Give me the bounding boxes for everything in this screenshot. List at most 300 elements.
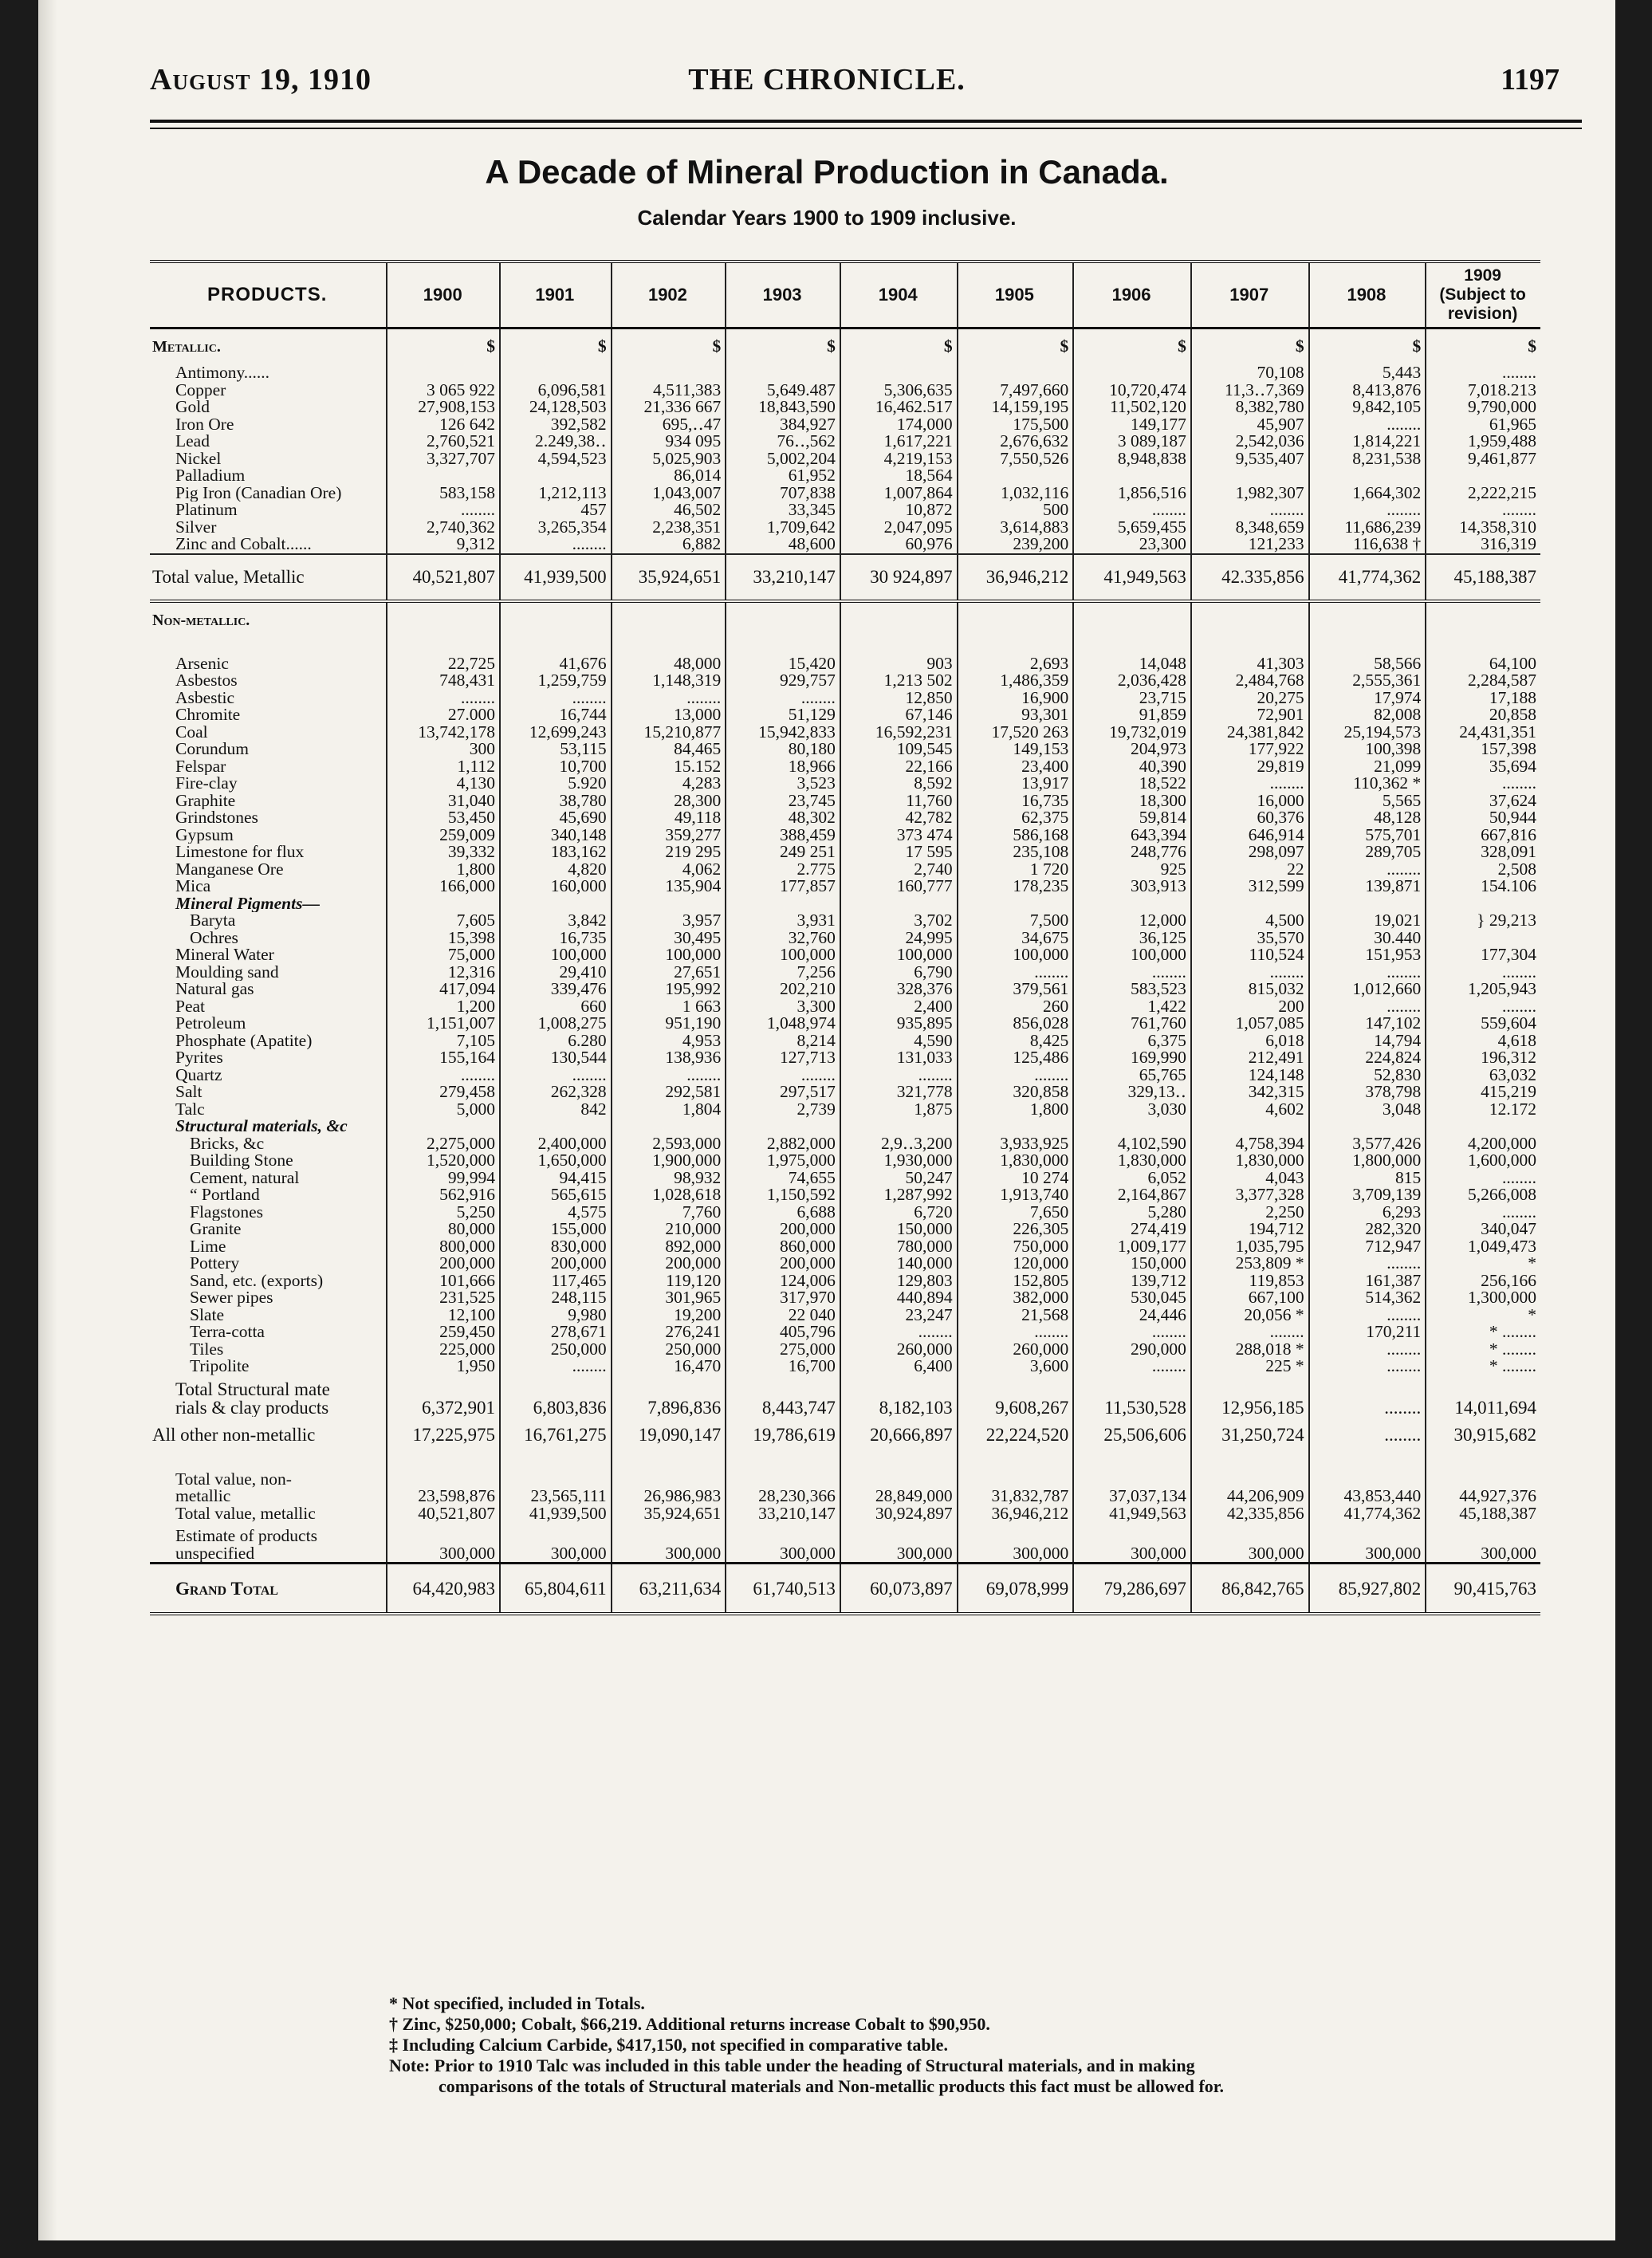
value-cell: 226,305 — [958, 1221, 1074, 1238]
value-cell: 76‥,562 — [726, 433, 840, 450]
value-cell: 174,000 — [840, 416, 958, 434]
value-cell: 1,049,473 — [1426, 1238, 1540, 1256]
column-header: 1903 — [726, 262, 840, 328]
product-label: Mineral Water — [175, 946, 274, 964]
value-cell — [500, 638, 612, 655]
value-cell: 5,659,455 — [1073, 519, 1191, 537]
product-label: Lime — [190, 1237, 226, 1255]
value-cell: 1,422 — [1073, 998, 1191, 1016]
value-cell: 183,162 — [500, 844, 612, 861]
value-cell — [958, 1118, 1074, 1135]
value-cell: 12,850 — [840, 690, 958, 707]
value-cell: 38,780 — [500, 793, 612, 810]
value-cell: 1,982,307 — [1191, 485, 1309, 502]
value-cell: * ........ — [1426, 1341, 1540, 1359]
value-cell: 11,760 — [840, 793, 958, 810]
value-cell: 33,345 — [726, 502, 840, 519]
subsection-row — [150, 1118, 1540, 1135]
total-cell: 31,832,787 — [958, 1471, 1074, 1505]
value-cell: 3,931 — [726, 912, 840, 930]
footnote: † Zinc, $250,000; Cobalt, $66,219. Additional returns increase Cobalt to $90,950. — [389, 2013, 990, 2034]
total-cell: 28,230,366 — [726, 1471, 840, 1505]
total-cell: 35,924,651 — [612, 554, 726, 601]
value-cell: 249 251 — [726, 844, 840, 861]
value-cell: 21,336 667 — [612, 399, 726, 416]
value-cell: 761,760 — [1073, 1015, 1191, 1033]
value-cell: 1 663 — [612, 998, 726, 1016]
value-cell: 3,933,925 — [958, 1135, 1074, 1153]
footnote: Note: Prior to 1910 Talc was included in this table under the heading of Structural materials, and in making — [389, 2055, 1195, 2075]
value-cell: 2,555,361 — [1309, 672, 1426, 690]
total-row — [150, 1417, 1540, 1454]
value-cell: 417,094 — [387, 981, 500, 998]
value-cell: ........ — [1426, 364, 1540, 382]
value-cell: 3,709,139 — [1309, 1186, 1426, 1204]
product-label: Peat — [175, 997, 206, 1015]
value-cell: 29,410 — [500, 964, 612, 981]
value-cell: 856,028 — [958, 1015, 1074, 1033]
value-cell: 1,028,618 — [612, 1186, 726, 1204]
value-cell: 3,300 — [726, 998, 840, 1016]
value-cell: 10,720,474 — [1073, 382, 1191, 399]
value-cell: 12,000 — [1073, 912, 1191, 930]
value-cell: 457 — [500, 502, 612, 519]
value-cell: 140,000 — [840, 1255, 958, 1273]
value-cell: 2,400,000 — [500, 1135, 612, 1153]
value-cell: 1,151,007 — [387, 1015, 500, 1033]
total-row — [150, 554, 1540, 601]
product-label: Limestone for flux — [175, 844, 305, 861]
value-cell: 1,009,177 — [1073, 1238, 1191, 1256]
value-cell: 2,284,587 — [1426, 672, 1540, 690]
column-header: 1909 (Subject to revision) — [1426, 262, 1540, 328]
product-label: Tiles — [190, 1340, 224, 1358]
value-cell: 259,450 — [387, 1324, 500, 1341]
value-cell: 19,732,019 — [1073, 724, 1191, 742]
value-cell: 64,100 — [1426, 655, 1540, 673]
value-cell — [1426, 1454, 1540, 1471]
value-cell: 16,700 — [726, 1358, 840, 1375]
value-cell: 1,112 — [387, 758, 500, 776]
value-cell — [387, 467, 500, 485]
value-cell: ........ — [1073, 964, 1191, 981]
value-cell: 125,486 — [958, 1049, 1074, 1067]
value-cell: 149,177 — [1073, 416, 1191, 434]
value-cell: 152,805 — [958, 1273, 1074, 1290]
grand-total-cell: 85,927,802 — [1309, 1564, 1426, 1615]
value-cell: ........ — [612, 1067, 726, 1084]
value-cell: 388,459 — [726, 827, 840, 844]
table-row — [150, 382, 1540, 399]
value-cell: ........ — [500, 1067, 612, 1084]
value-cell: 3,048 — [1309, 1101, 1426, 1119]
value-cell: 15,398 — [387, 930, 500, 947]
value-cell: ........ — [1073, 1358, 1191, 1375]
value-cell: 4,820 — [500, 861, 612, 879]
value-cell — [958, 1454, 1074, 1471]
value-cell: 2,740 — [840, 861, 958, 879]
table-row — [150, 1255, 1540, 1273]
value-cell: 316,319 — [1426, 536, 1540, 554]
value-cell: 925 — [1073, 861, 1191, 879]
value-cell: 259,009 — [387, 827, 500, 844]
value-cell: 3,842 — [500, 912, 612, 930]
dollar-sign: $ — [1073, 328, 1191, 365]
value-cell: 643,394 — [1073, 827, 1191, 844]
value-cell: 93,301 — [958, 706, 1074, 724]
value-cell: 231,525 — [387, 1289, 500, 1307]
product-label: Tripolite — [190, 1358, 250, 1375]
table-row — [150, 364, 1540, 382]
value-cell: 139,712 — [1073, 1273, 1191, 1290]
value-cell: ........ — [1426, 964, 1540, 981]
value-cell: 6,018 — [1191, 1033, 1309, 1050]
value-cell: 18,966 — [726, 758, 840, 776]
value-cell: 4,953 — [612, 1033, 726, 1050]
value-cell — [958, 601, 1074, 638]
value-cell: 9,790,000 — [1426, 399, 1540, 416]
total-cell: 42,335,856 — [1191, 1505, 1309, 1523]
product-label: All other non-metallic — [152, 1425, 316, 1445]
value-cell: 300,000 — [1426, 1522, 1540, 1564]
column-header: 1900 — [387, 262, 500, 328]
value-cell — [1191, 1454, 1309, 1471]
value-cell: 3,600 — [958, 1358, 1074, 1375]
product-label: Chromite — [175, 706, 241, 724]
table-row — [150, 827, 1540, 844]
value-cell: 1,800 — [958, 1101, 1074, 1119]
product-label: Total value, metallic — [175, 1505, 316, 1522]
value-cell: 382,000 — [958, 1289, 1074, 1307]
value-cell: 384,927 — [726, 416, 840, 434]
value-cell: ........ — [840, 1324, 958, 1341]
value-cell: 225 * — [1191, 1358, 1309, 1375]
value-cell: 200 — [1191, 998, 1309, 1016]
value-cell: 14,048 — [1073, 655, 1191, 673]
value-cell: 929,757 — [726, 672, 840, 690]
product-label: Copper — [175, 381, 226, 399]
value-cell: 1,856,516 — [1073, 485, 1191, 502]
value-cell: 224,824 — [1309, 1049, 1426, 1067]
value-cell: 300,000 — [387, 1522, 500, 1564]
value-cell: 842 — [500, 1101, 612, 1119]
value-cell: 23,715 — [1073, 690, 1191, 707]
value-cell: 340,148 — [500, 827, 612, 844]
value-cell: 157,398 — [1426, 741, 1540, 758]
dollar-sign: $ — [1191, 328, 1309, 365]
value-cell: 8,592 — [840, 775, 958, 793]
value-cell: 80,180 — [726, 741, 840, 758]
value-cell: 278,671 — [500, 1324, 612, 1341]
product-label: Quartz — [175, 1066, 222, 1084]
value-cell: 6,790 — [840, 964, 958, 981]
table-row — [150, 519, 1540, 537]
value-cell: 514,362 — [1309, 1289, 1426, 1307]
value-cell: 60,976 — [840, 536, 958, 554]
value-cell: 12,100 — [387, 1307, 500, 1324]
column-header: 1902 — [612, 262, 726, 328]
total-cell: 30,924,897 — [840, 1505, 958, 1523]
product-label: Mica — [175, 878, 211, 895]
column-header: 1904 — [840, 262, 958, 328]
column-header: 1905 — [958, 262, 1074, 328]
value-cell: 16,735 — [500, 930, 612, 947]
product-label: Pig Iron (Canadian Ore) — [175, 484, 342, 502]
value-cell: 34,675 — [958, 930, 1074, 947]
value-cell: ........ — [1309, 964, 1426, 981]
total-cell: 42.335,856 — [1191, 554, 1309, 601]
value-cell: * ........ — [1426, 1358, 1540, 1375]
section-row — [150, 601, 1540, 638]
value-cell: 138,936 — [612, 1049, 726, 1067]
value-cell — [387, 1118, 500, 1135]
product-label: Granite — [190, 1221, 242, 1238]
value-cell: 177,857 — [726, 878, 840, 895]
value-cell: 18,843,590 — [726, 399, 840, 416]
value-cell — [1191, 601, 1309, 638]
value-cell: 155,000 — [500, 1221, 612, 1238]
table-row — [150, 1204, 1540, 1221]
total-cell: 36,946,212 — [958, 554, 1074, 601]
value-cell: 24,128,503 — [500, 399, 612, 416]
value-cell: 1 720 — [958, 861, 1074, 879]
value-cell: ........ — [1426, 998, 1540, 1016]
table-row — [150, 655, 1540, 673]
value-cell: 30.440 — [1309, 930, 1426, 947]
table-row — [150, 724, 1540, 742]
product-label: Slate — [190, 1306, 224, 1324]
value-cell: 342,315 — [1191, 1084, 1309, 1101]
value-cell: 10,872 — [840, 502, 958, 519]
header-date: August 19, 1910 — [150, 63, 372, 96]
value-cell: 110,362 * — [1309, 775, 1426, 793]
value-cell: 3,265,354 — [500, 519, 612, 537]
table-row — [150, 1273, 1540, 1290]
value-cell — [1309, 1118, 1426, 1135]
grand-total-cell: 90,415,763 — [1426, 1564, 1540, 1615]
value-cell: 303,913 — [1073, 878, 1191, 895]
value-cell: 1,048,974 — [726, 1015, 840, 1033]
value-cell: 19,200 — [612, 1307, 726, 1324]
value-cell: 63,032 — [1426, 1067, 1540, 1084]
value-cell: 2,164,867 — [1073, 1186, 1191, 1204]
value-cell: 8,425 — [958, 1033, 1074, 1050]
value-cell: 935,895 — [840, 1015, 958, 1033]
value-cell: 91,859 — [1073, 706, 1191, 724]
value-cell: 6,400 — [840, 1358, 958, 1375]
product-label: Bricks, &c — [190, 1135, 265, 1152]
product-label: “ Portland — [190, 1186, 260, 1204]
total-cell: 33,210,147 — [726, 1505, 840, 1523]
value-cell: 300,000 — [1191, 1522, 1309, 1564]
value-cell: 50,247 — [840, 1170, 958, 1187]
value-cell: ........ — [840, 1067, 958, 1084]
value-cell: 4,283 — [612, 775, 726, 793]
table-row — [150, 1221, 1540, 1238]
value-cell: 297,517 — [726, 1084, 840, 1101]
value-cell: 25,194,573 — [1309, 724, 1426, 742]
value-cell: 40,390 — [1073, 758, 1191, 776]
value-cell: ........ — [1073, 502, 1191, 519]
subsection-row — [150, 895, 1540, 913]
total-cell: 44,927,376 — [1426, 1471, 1540, 1505]
value-cell: 36,125 — [1073, 930, 1191, 947]
value-cell: 6,688 — [726, 1204, 840, 1221]
value-cell: 116,638 † — [1309, 536, 1426, 554]
value-cell — [840, 364, 958, 382]
value-cell: 1,800 — [387, 861, 500, 879]
value-cell: 2,238,351 — [612, 519, 726, 537]
table-row — [150, 1152, 1540, 1170]
value-cell: 196,312 — [1426, 1049, 1540, 1067]
product-label — [150, 1454, 387, 1471]
value-cell: 4,043 — [1191, 1170, 1309, 1187]
value-cell: 253,809 * — [1191, 1255, 1309, 1273]
value-cell: } 29,213 — [1426, 912, 1540, 930]
value-cell: 359,277 — [612, 827, 726, 844]
value-cell: 45,690 — [500, 809, 612, 827]
value-cell: 1,486,359 — [958, 672, 1074, 690]
value-cell: 2,740,362 — [387, 519, 500, 537]
value-cell: 7,497,660 — [958, 382, 1074, 399]
value-cell: 27.000 — [387, 706, 500, 724]
value-cell: 292,581 — [612, 1084, 726, 1101]
product-label: Corundum — [175, 741, 249, 758]
header-publication: THE CHRONICLE. — [688, 63, 966, 96]
table-row — [150, 1101, 1540, 1119]
value-cell: 378,798 — [1309, 1084, 1426, 1101]
value-cell: 8,214 — [726, 1033, 840, 1050]
value-cell: 5,280 — [1073, 1204, 1191, 1221]
spacer-row — [150, 1454, 1540, 1471]
value-cell: ........ — [726, 1067, 840, 1084]
product-label: Silver — [175, 518, 217, 536]
product-label: Gold — [175, 399, 210, 416]
value-cell — [1309, 601, 1426, 638]
value-cell: 194,712 — [1191, 1221, 1309, 1238]
value-cell — [726, 638, 840, 655]
value-cell: 750,000 — [958, 1238, 1074, 1256]
value-cell: 127,713 — [726, 1049, 840, 1067]
value-cell: 440,894 — [840, 1289, 958, 1307]
value-cell: 23,300 — [1073, 536, 1191, 554]
value-cell: 6,293 — [1309, 1204, 1426, 1221]
value-cell: 1,664,302 — [1309, 485, 1426, 502]
product-label: Petroleum — [175, 1015, 246, 1033]
value-cell: * — [1426, 1307, 1540, 1324]
product-label — [150, 1471, 387, 1505]
value-cell: 1,959,488 — [1426, 433, 1540, 450]
value-cell: 951,190 — [612, 1015, 726, 1033]
value-cell: 530,045 — [1073, 1289, 1191, 1307]
total-cell: 43,853,440 — [1309, 1471, 1426, 1505]
footnote: comparisons of the totals of Structural materials and Non-metallic products this fact must be allowed for. — [439, 2075, 1225, 2096]
value-cell — [612, 638, 726, 655]
product-label: Moulding sand — [175, 963, 279, 981]
value-cell: 300,000 — [500, 1522, 612, 1564]
value-cell: 80,000 — [387, 1221, 500, 1238]
grand-total-cell: 79,286,697 — [1073, 1564, 1191, 1615]
value-cell: 1,148,319 — [612, 672, 726, 690]
value-cell: 20,056 * — [1191, 1307, 1309, 1324]
value-cell: 405,796 — [726, 1324, 840, 1341]
product-label — [150, 1522, 387, 1564]
value-cell — [1073, 1118, 1191, 1135]
value-cell: ........ — [1309, 1358, 1426, 1375]
value-cell: 3,327,707 — [387, 450, 500, 468]
product-label-line: metallic — [175, 1486, 231, 1505]
value-cell: 16,592,231 — [840, 724, 958, 742]
value-cell: 13,742,178 — [387, 724, 500, 742]
value-cell: 161,387 — [1309, 1273, 1426, 1290]
product-label: Talc — [175, 1100, 205, 1118]
value-cell: 9,461,877 — [1426, 450, 1540, 468]
value-cell: 147,102 — [1309, 1015, 1426, 1033]
value-cell — [500, 1118, 612, 1135]
table-row — [150, 775, 1540, 793]
value-cell: 300,000 — [958, 1522, 1074, 1564]
value-cell: ........ — [1426, 502, 1540, 519]
grand-total-row — [150, 1564, 1540, 1615]
value-cell: 1,205,943 — [1426, 981, 1540, 998]
value-cell: 586,168 — [958, 827, 1074, 844]
total-cell: 25,506,606 — [1073, 1417, 1191, 1454]
product-label-line: Total Structural mate — [175, 1379, 330, 1399]
table-row — [150, 690, 1540, 707]
value-cell: 279,458 — [387, 1084, 500, 1101]
value-cell: 42,782 — [840, 809, 958, 827]
value-cell — [726, 601, 840, 638]
value-cell: 2,250 — [1191, 1204, 1309, 1221]
value-cell: ........ — [1426, 1170, 1540, 1187]
value-cell: 250,000 — [612, 1341, 726, 1359]
value-cell: 1,150,592 — [726, 1186, 840, 1204]
value-cell: 1,212,113 — [500, 485, 612, 502]
value-cell: 300,000 — [1073, 1522, 1191, 1564]
grand-total-cell: 86,842,765 — [1191, 1564, 1309, 1615]
total-cell: 14,011,694 — [1426, 1375, 1540, 1417]
value-cell: 10 274 — [958, 1170, 1074, 1187]
value-cell: 1,259,759 — [500, 672, 612, 690]
value-cell — [840, 1118, 958, 1135]
value-cell — [387, 638, 500, 655]
value-cell: 16,470 — [612, 1358, 726, 1375]
value-cell: 2,593,000 — [612, 1135, 726, 1153]
value-cell — [387, 601, 500, 638]
value-cell: ........ — [387, 690, 500, 707]
value-cell: 131,033 — [840, 1049, 958, 1067]
total-cell: 22,224,520 — [958, 1417, 1074, 1454]
table-row — [150, 1289, 1540, 1307]
value-cell: 4,590 — [840, 1033, 958, 1050]
value-cell: 903 — [840, 655, 958, 673]
value-cell: 860,000 — [726, 1238, 840, 1256]
product-label-line: rials & clay products — [175, 1397, 329, 1417]
value-cell: 3,577,426 — [1309, 1135, 1426, 1153]
value-cell: 204,973 — [1073, 741, 1191, 758]
table-row — [150, 536, 1540, 554]
value-cell: 1,650,000 — [500, 1152, 612, 1170]
table-row — [150, 930, 1540, 947]
value-cell: 30,495 — [612, 930, 726, 947]
value-cell: 14,358,310 — [1426, 519, 1540, 537]
value-cell: 329,13‥ — [1073, 1084, 1191, 1101]
product-label: Iron Ore — [175, 415, 234, 433]
value-cell: 6.280 — [500, 1033, 612, 1050]
value-cell: 235,108 — [958, 844, 1074, 861]
value-cell: ........ — [1191, 502, 1309, 519]
value-cell: 300,000 — [840, 1522, 958, 1564]
